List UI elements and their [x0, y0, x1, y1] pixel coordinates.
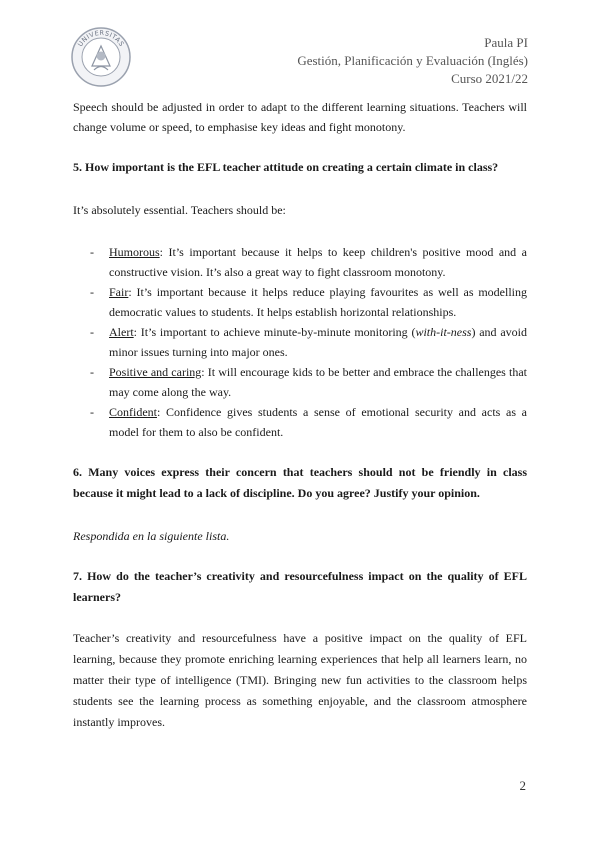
- list-item-text: : It’s important to achieve minute-by-minute monitoring (: [133, 325, 416, 339]
- question-7-heading: 7. How do the teacher’s creativity and resourcefulness impact on the quality of EFL learners?: [73, 569, 527, 604]
- header-course: Curso 2021/22: [451, 71, 528, 86]
- list-item: - Confident: Confidence gives students a sense of emotional security and acts as a model for them to also be confident.: [90, 405, 527, 439]
- list-item-term: Fair: [109, 285, 129, 299]
- list-item-italic-term: with-it-ness: [415, 325, 472, 339]
- header-author: Paula PI: [484, 35, 528, 50]
- list-item-term: Alert: [109, 325, 134, 339]
- list-item: - Fair: It’s important because it helps reduce playing favourites as well as modelling democratic values to students. It helps establish horizontal relationships.: [90, 285, 527, 319]
- page-number: 2: [519, 778, 526, 793]
- list-item: - Alert: It’s important to achieve minute-by-minute monitoring (with-it-ness) and avoid minor issues turning into major ones.: [90, 325, 527, 359]
- list-item-term: Confident: [109, 405, 157, 419]
- list-item-text: : It will encourage kids to be better and embrace the challenges that may come along the way.: [109, 365, 528, 399]
- document-body: [73, 97, 527, 733]
- list-item-term: Humorous: [109, 245, 160, 259]
- intro-paragraph: Speech should be adjusted in order to adapt to the different learning situations. Teachers will change volume or speed, to emphasise key ideas and fight monotony.: [73, 100, 527, 134]
- question-6-answer: Respondida en la siguiente lista.: [73, 529, 230, 543]
- list-item: - Positive and caring: It will encourage kids to be better and embrace the challenges that may come along the way.: [90, 365, 528, 399]
- list-item-text-after: ) and avoid minor issues turning into major ones.: [109, 325, 527, 359]
- header-subject: Gestión, Planificación y Evaluación (Inglés): [297, 53, 528, 68]
- teacher-qualities-list: [73, 242, 527, 442]
- question-5-answer-intro: It’s absolutely essential. Teachers should be:: [73, 203, 286, 217]
- question-5-heading: 5. How important is the EFL teacher attitude on creating a certain climate in class?: [73, 160, 499, 174]
- list-item: - Humorous: It’s important because it helps to keep children's positive mood and a constructive vision. It’s also a great way to fight classroom monotony.: [90, 245, 527, 279]
- list-item-text: : Confidence gives students a sense of emotional security and acts as a model for them to also be confident.: [109, 405, 527, 439]
- page-header: [297, 34, 528, 88]
- list-item-text: : It’s important because it helps reduce playing favourites as well as modelling democratic values to students. It helps establish horizontal relationships.: [109, 285, 527, 319]
- question-6-heading: 6. Many voices express their concern that teachers should not be friendly in class because it might lead to a lack of discipline. Do you agree? Justify your opinion.: [73, 465, 527, 500]
- list-item-term: Positive and caring: [109, 365, 202, 379]
- list-item-text: : It’s important because it helps to keep children's positive mood and a constructive vision. It’s also a great way to fight classroom monotony.: [109, 245, 527, 279]
- question-7-answer: Teacher’s creativity and resourcefulness have a positive impact on the quality of EFL learning, because they promote enriching learning experiences that help all learners learn, no matter their type of intelligence (TMI). Bringing new fun activities to the classroom helps students see the learning process as something enjoyable, and the classroom atmosphere instantly improves.: [73, 631, 527, 729]
- svg-text:UNIVERSITAS: UNIVERSITAS: [76, 28, 126, 49]
- university-seal-logo: [70, 26, 132, 88]
